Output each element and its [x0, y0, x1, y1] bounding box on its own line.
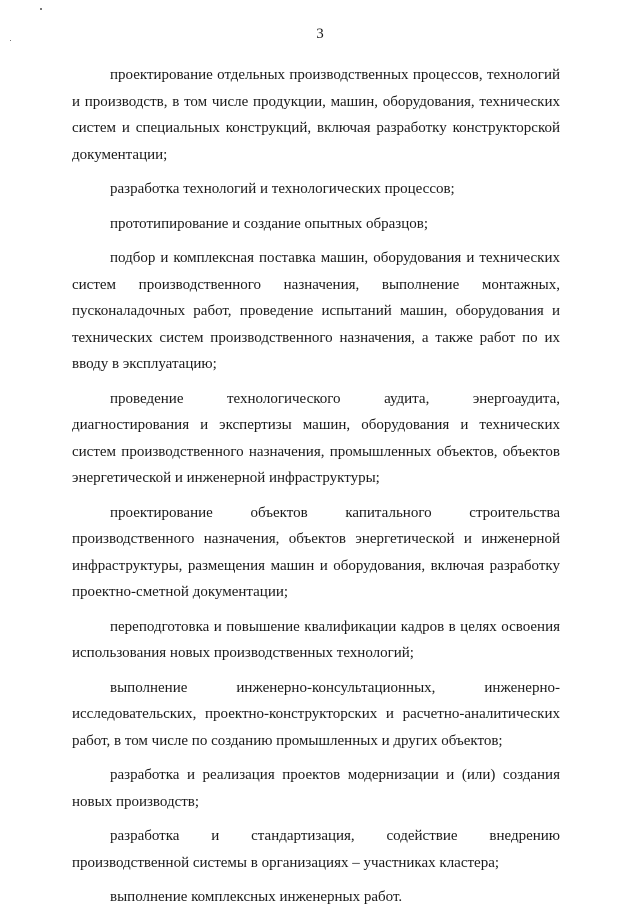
paragraph: проведение технологического аудита, энергоаудита, диагностирования и экспертизы машин, оборудования и технических систем производственного назначения, промышленных объектов, объектов энергетической и инженерной инфраструктуры; — [72, 390, 560, 486]
paragraph: разработка технологий и технологических процессов; — [110, 181, 455, 197]
paragraph: проектирование объектов капитального строительства производственного назначения, объектов энергетической и инженерной инфраструктуры, размещения машин и оборудования, включая разработку проектно-сметной документации; — [72, 504, 560, 600]
paragraph: разработка и стандартизация, содействие внедрению производственной системы в организациях – участниках кластера; — [72, 828, 560, 871]
paragraph: выполнение комплексных инженерных работ. — [110, 889, 403, 905]
scan-speck — [40, 8, 42, 10]
document-body — [72, 62, 560, 919]
paragraph: выполнение инженерно-консультационных, инженерно-исследовательских, проектно-конструкторских и расчетно-аналитических работ, в том числе по созданию промышленных и других объектов; — [72, 679, 560, 749]
page-number: 3 — [316, 26, 324, 42]
paragraph: проектирование отдельных производственных процессов, технологий и производств, в том числе продукции, машин, оборудования, технических систем и специальных конструкций, включая разработку конструкторской документации; — [72, 67, 560, 163]
paragraph: прототипирование и создание опытных образцов; — [110, 215, 428, 232]
paragraph: подбор и комплексная поставка машин, оборудования и технических систем производственного назначения, выполнение монтажных, пусконаладочных работ, проведение испытаний машин, оборудования и технических систем производственного назначения, а также работ по их вводу в эксплуатацию; — [72, 250, 560, 372]
paragraph: разработка и реализация проектов модернизации и (или) создания новых производств; — [72, 767, 560, 810]
paragraph: переподготовка и повышение квалификации кадров в целях освоения использования новых производственных технологий; — [72, 618, 560, 661]
